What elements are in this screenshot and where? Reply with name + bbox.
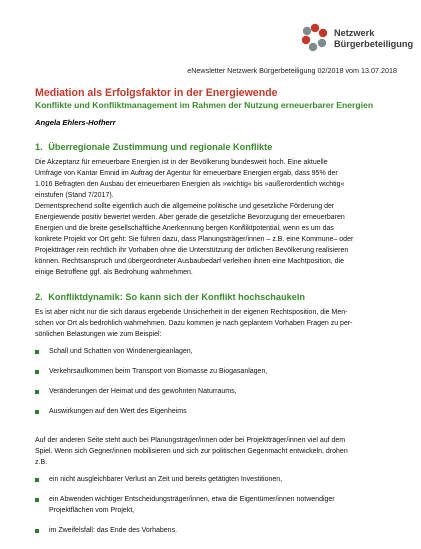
paragraph-line: Es ist aber nicht nur die sich daraus ergebende Unsicherheit in der eigenen Rechtsposition, die Men- bbox=[35, 309, 348, 316]
list-item-text: Veränderungen der Heimat und des gewohnten Naturraums, bbox=[49, 388, 237, 395]
list-item-text: im Zweifelsfall: das Ende des Vorhabens. bbox=[49, 527, 178, 534]
logo-line-2: Bürgerbeteiligung bbox=[334, 39, 414, 49]
logo-line-1: Netzwerk bbox=[334, 28, 375, 38]
paragraph-line: Dementsprechend sollte eigentlich auch die allgemeine politische und gesetzliche Förderung der bbox=[35, 203, 335, 210]
paragraph-line: 1.016 Befragten den Ausbau der erneuerbaren Energien als »wichtig« bis »außerordentlich wichtig« bbox=[35, 181, 345, 188]
paragraph-line: Energiewende positiv bewertet werden. Aber gerade die gesetzliche Bevorzugung der erneuerbaren bbox=[35, 214, 345, 221]
section-1-heading bbox=[35, 142, 272, 152]
paragraph-line: Spiel. Wenn sich Gegner/innen mobilisieren und sich zur politischen Gegenmacht entwickeln, drohen bbox=[35, 448, 348, 455]
list-item-text: Schall und Schatten von Windenergieanlagen, bbox=[49, 348, 193, 355]
bullet-icon bbox=[35, 529, 39, 533]
bullet-icon bbox=[35, 370, 39, 374]
bullet-icon bbox=[35, 498, 39, 502]
author-name: Angela Ehlers-Hofherr bbox=[35, 118, 116, 127]
section-2-heading bbox=[35, 292, 305, 302]
list-item-text: Projektflächen vom Projekt, bbox=[49, 507, 135, 514]
section-2-number: 2. bbox=[35, 292, 43, 302]
section-1-title: Überregionale Zustimmung und regionale Konflikte bbox=[48, 142, 273, 152]
paragraph-line: konkrete Projekt vor Ort geht: Sie führen dazu, dass Planungsträger/innen – z.B. eine Kommune– oder bbox=[35, 236, 354, 243]
bullet-icon bbox=[35, 410, 39, 414]
newsletter-issue: eNewsletter Netzwerk Bürgerbeteiligung 02/2018 vom 13.07.2018 bbox=[187, 66, 397, 75]
page-title: Mediation als Erfolgsfaktor in der Energiewende bbox=[35, 87, 278, 99]
paragraph-line: Auf der anderen Seite steht auch bei Planungsträger/innen oder bei Projektträger/innen viel auf dem bbox=[35, 437, 346, 444]
list-item-text: ein Abwenden wichtiger Entscheidungsträger/innen, etwa die Eigentümer/innen notwendiger bbox=[49, 496, 335, 503]
paragraph-line: können. Rechtsanspruch und übergeordneter Ausbaubedarf verleihen ihnen eine Machtposition, die bbox=[35, 258, 344, 265]
list-item-text: ein nicht ausgleichbarer Verlust an Zeit und bereits getätigten Investitionen, bbox=[49, 476, 283, 483]
paragraph-line: Die Akzeptanz für erneuerbare Energien ist in der Bevölkerung bundesweit hoch. Eine aktuelle bbox=[35, 159, 328, 166]
list-item-text: Verkehrsaufkommen beim Transport von Biomasse zu Biogasanlagen, bbox=[49, 368, 268, 375]
paragraph-line: Umfrage von Kantar Emnid im Auftrag der Agentur für erneuerbare Energien ergab, dass 95% der bbox=[35, 170, 338, 177]
section-1-number: 1. bbox=[35, 142, 43, 152]
paragraph-line: Energien und die breite gesellschaftliche Anerkennung bergen Konfliktpotential, wenn es um das bbox=[35, 225, 334, 232]
paragraph-line: schen vor Ort als bedrohlich wahrnehmen. Dazu kommen je nach geplantem Vorhaben Fragen zu per- bbox=[35, 320, 353, 327]
paragraph-line: einstufen (Stand 7/2017). bbox=[35, 192, 114, 199]
bullet-icon bbox=[35, 350, 39, 354]
logo-text bbox=[334, 28, 413, 50]
flower-logo-icon bbox=[298, 21, 332, 55]
paragraph-line: sönlichen Belastungen wie zum Beispiel: bbox=[35, 331, 162, 338]
bullet-icon bbox=[35, 390, 39, 394]
section-2-title: Konfliktdynamik: So kann sich der Konflikt hochschaukeln bbox=[48, 292, 306, 302]
netzwerk-logo bbox=[298, 21, 414, 57]
page-subtitle: Konflikte und Konfliktmanagement im Rahmen der Nutzung erneuerbarer Energien bbox=[35, 100, 374, 110]
paragraph-line: einige Betroffene ggf. als Bedrohung wahrnehmen. bbox=[35, 269, 193, 276]
bullet-icon bbox=[35, 478, 39, 482]
paragraph-line: z.B. bbox=[35, 459, 48, 466]
list-item-text: Auswirkungen auf den Wert des Eigenheims bbox=[49, 408, 187, 415]
paragraph-line: Projektträger rein rechtlich ihr Vorhaben ohne die Unterstützung der örtlichen Bevölkerung realisieren bbox=[35, 247, 349, 254]
